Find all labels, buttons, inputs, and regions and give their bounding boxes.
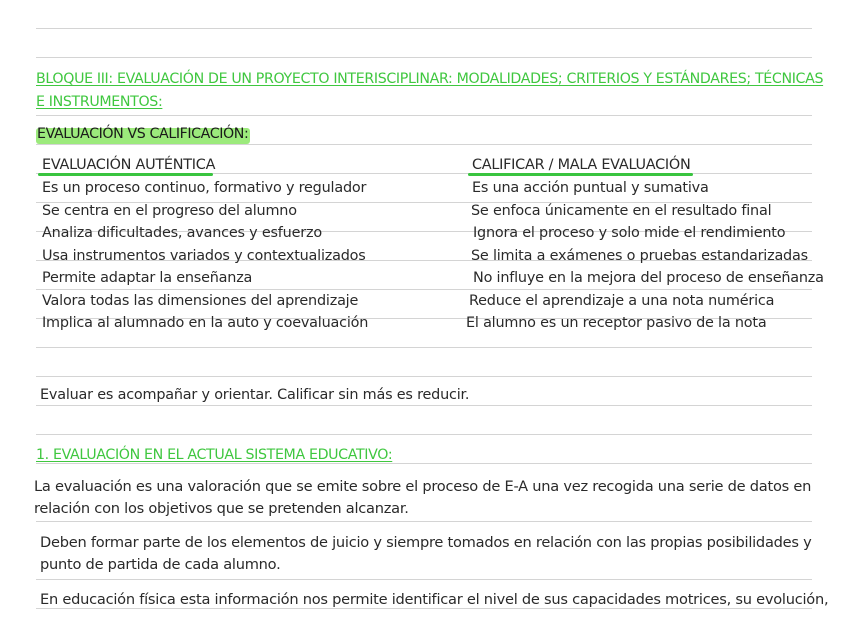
notebook-rule [36,28,812,29]
notebook-rule [36,579,812,580]
paragraph-1-line2: relación con los objetivos que se pretenden alcanzar. [34,500,409,517]
notebook-rule [36,376,812,377]
section1-title: 1. EVALUACIÓN EN EL ACTUAL SISTEMA EDUCATIVO: [36,447,393,463]
right-item: Se limita a exámenes o pruebas estandarizadas [471,248,808,264]
notebook-rule [36,434,812,435]
notebook-rule [36,115,812,116]
right-item: El alumno es un receptor pasivo de la nota [466,315,767,331]
right-item: Ignora el proceso y solo mide el rendimiento [473,225,786,241]
right-item: Se enfoca únicamente en el resultado final [471,203,772,219]
right-item: Es una acción puntual y sumativa [472,180,709,196]
right-header-underline [468,173,693,176]
notebook-rule [36,347,812,348]
left-item: Se centra en el progreso del alumno [42,203,297,219]
left-item: Usa instrumentos variados y contextualizados [42,248,366,264]
notebook-rule [36,289,812,290]
notebook-rule [36,405,812,406]
paragraph-2-line1: Deben formar parte de los elementos de juicio y siempre tomados en relación con las propias posibilidades y [40,534,812,551]
notebook-rule [36,144,812,145]
notebook-rule [36,57,812,58]
right-item: Reduce el aprendizaje a una nota numérica [469,293,775,309]
block-title-line1: BLOQUE III: EVALUACIÓN DE UN PROYECTO INTERISCIPLINAR: MODALIDADES; CRITERIOS Y ESTÁNDARES; TÉCNICAS [36,71,824,87]
left-item: Es un proceso continuo, formativo y regulador [42,180,367,196]
left-column-header: EVALUACIÓN AUTÉNTICA [42,157,216,173]
summary-sentence: Evaluar es acompañar y orientar. Calificar sin más es reducir. [40,387,470,403]
paragraph-2-line2: punto de partida de cada alumno. [40,556,281,573]
block-title-line2: E INSTRUMENTOS: [36,94,163,110]
comparison-heading: EVALUACIÓN VS CALIFICACIÓN: [37,126,249,142]
left-header-underline [38,173,213,176]
right-column-header: CALIFICAR / MALA EVALUACIÓN [472,157,691,173]
left-item: Permite adaptar la enseñanza [42,270,253,286]
left-item: Analiza dificultades, avances y esfuerzo [42,225,322,241]
paragraph-3-line1: En educación física esta información nos permite identificar el nivel de sus capacidades motrices, su evolución, [40,591,829,608]
left-item: Valora todas las dimensiones del aprendizaje [42,293,359,309]
notebook-rule [36,521,812,522]
left-item: Implica al alumnado en la auto y coevaluación [42,315,369,331]
right-item: No influye en la mejora del proceso de enseñanza [473,270,824,286]
paragraph-1-line1: La evaluación es una valoración que se emite sobre el proceso de E-A una vez recogida una serie de datos en [34,478,812,495]
